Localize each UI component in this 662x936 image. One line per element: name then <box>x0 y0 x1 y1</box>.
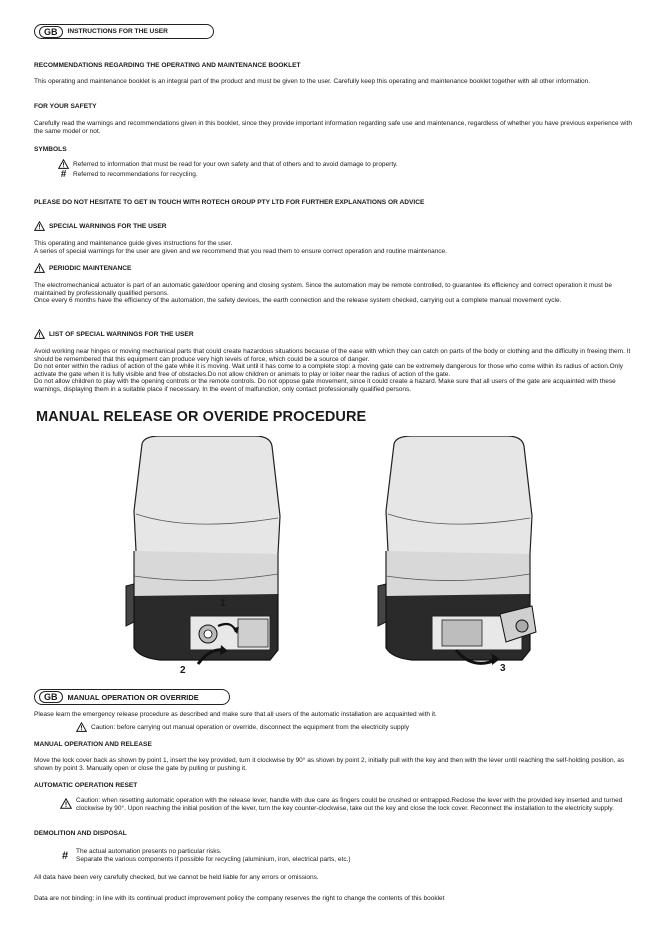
warning-icon <box>58 159 69 169</box>
reset-heading: AUTOMATIC OPERATION RESET <box>34 782 138 789</box>
override-pill <box>34 689 230 705</box>
symbol-warning-text: Referred to information that must be read for your own safety and that of others and to avoid damage to property. <box>73 160 398 168</box>
actuator-illustration-closed <box>120 436 290 676</box>
symbol-warning-row <box>58 159 398 169</box>
symbol-recycle-text: Referred to recommendations for recycling. <box>73 171 198 178</box>
hash-icon: # <box>60 169 67 180</box>
reset-text: Caution: when resetting automatic operation with the release lever, handle with due care as fingers could be crushed or entrapped.Reclose the lever with the provided key inserted and turned clockwise by 90°. Upon reaching the initial position of the lever, turn the key counter-clockwise, take out the key and close the lock cover. Reconnect the installation to the electricity supply. <box>76 797 623 812</box>
special-warnings-text: This operating and maintenance guide gives instructions for the user. A series of special warnings for the user are given and we recommend that you read them to ensure correct operation and routine maintenance. <box>34 240 447 255</box>
warning-icon <box>34 329 45 339</box>
hash-icon: # <box>62 850 69 862</box>
periodic-heading: PERIODIC MAINTENANCE <box>49 264 132 272</box>
recommendations-text: This operating and maintenance booklet is an integral part of the product and must be given to the user. Carefully keep this operating and maintenance booklet together with all other information. <box>34 78 591 85</box>
figure-label-3: 3 <box>500 663 506 674</box>
header-title: INSTRUCTIONS FOR THE USER <box>67 28 168 35</box>
safety-heading: FOR YOUR SAFETY <box>34 103 97 110</box>
special-warnings-heading: SPECIAL WARNINGS FOR THE USER <box>49 222 167 230</box>
release-heading: MANUAL OPERATION AND RELEASE <box>34 741 152 748</box>
warning-icon <box>34 221 45 231</box>
symbol-recycle-row <box>58 170 198 179</box>
actuator-illustration-released <box>372 436 542 676</box>
override-caution-row <box>76 722 409 732</box>
warning-icon <box>60 798 72 809</box>
figure-label-1: 1 <box>220 598 226 609</box>
figure-label-2: 2 <box>180 665 186 676</box>
warning-icon <box>76 722 87 732</box>
header-pill <box>34 24 214 39</box>
safety-text: Carefully read the warnings and recommendations given in this booklet, since they provide important information regarding safe use and maintenance, regardless of whether you have previous experience with the same model or not. <box>34 120 632 135</box>
list-warnings-heading-row <box>34 329 194 339</box>
demolition-line-2: Separate the various components if possible for recycling (aluminium, iron, electrical parts, etc.) <box>76 856 351 863</box>
special-warnings-heading-row <box>34 221 166 231</box>
list-warnings-heading: LIST OF SPECIAL WARNINGS FOR THE USER <box>49 330 194 338</box>
override-title: MANUAL OPERATION OR OVERRIDE <box>67 692 199 702</box>
override-intro: Please learn the emergency release procedure as described and make sure that all users of the automatic installation are acquainted with it. <box>34 711 437 718</box>
periodic-text: The electromechanical actuator is part of an automatic gate/door opening and closing system. Since the automation may be remote controlled, to guarantee its efficiency and correct operation it must be maintained by professionally qualified persons. Once every 6 months have the efficiency of the automation, the safety devices, the earth connection and the release system checked, carrying out a complete manual movement cycle. <box>34 282 612 305</box>
override-caution: Caution: before carrying out manual operation or override, disconnect the equipment from the electricity supply <box>91 723 409 731</box>
list-warnings-text: Avoid working near hinges or moving mechanical parts that could create hazardous situations because of the ease with which they can catch on parts of the body or clothing and the difficulty in freeing them. It should be remembered that this equipment can produce very high levels of force, which could be a source of danger. Do not enter within the radius of action of the gate while it is moving. Wait until it has come to a complete stop: a moving gate can be extremely dangerous for those who come within its radius of action.Only activate the gate when it is fully visible and free of obstacles.Do not allow children or animals to play or loiter near the radius of action of the gate. Do not allow children to play with the opening controls or the remote controls. Do not oppose gate movement, since it could create a hazard. Make sure that all users of the gate are acquainted with these warnings, displaying them in a suitable place if necessary. In the event of malfunction, only contact professionally qualified persons. <box>34 348 631 393</box>
demolition-heading: DEMOLITION AND DISPOSAL <box>34 830 127 837</box>
periodic-heading-row <box>34 263 131 273</box>
gb-badge: GB <box>39 691 63 703</box>
footer-checked: All data have been very carefully checked, but we cannot be held liable for any errors or omissions. <box>34 874 319 881</box>
warning-icon <box>34 263 45 273</box>
demolition-line-1: The actual automation presents no particular risks. <box>76 848 222 855</box>
gb-badge: GB <box>39 26 63 38</box>
footer-binding: Data are not binding: in line with its continual product improvement policy the company reserves the right to change the contents of this booklet <box>34 895 445 902</box>
release-text: Move the lock cover back as shown by point 1, insert the key provided, turn it clockwise by 90° as shown by point 2, initially pull with the key and then with the lever until reaching the self-holding position, as shown by point 3. Manually open or close the gate by pulling or pushing it. <box>34 757 625 772</box>
contact-notice: PLEASE DO NOT HESITATE TO GET IN TOUCH WITH ROTECH GROUP PTY LTD FOR FURTHER EXPLANATIONS OR ADVICE <box>34 199 425 206</box>
manual-release-title: MANUAL RELEASE OR OVERIDE PROCEDURE <box>36 409 367 425</box>
symbols-heading: SYMBOLS <box>34 146 67 153</box>
recommendations-heading: RECOMMENDATIONS REGARDING THE OPERATING AND MAINTENANCE BOOKLET <box>34 62 301 69</box>
